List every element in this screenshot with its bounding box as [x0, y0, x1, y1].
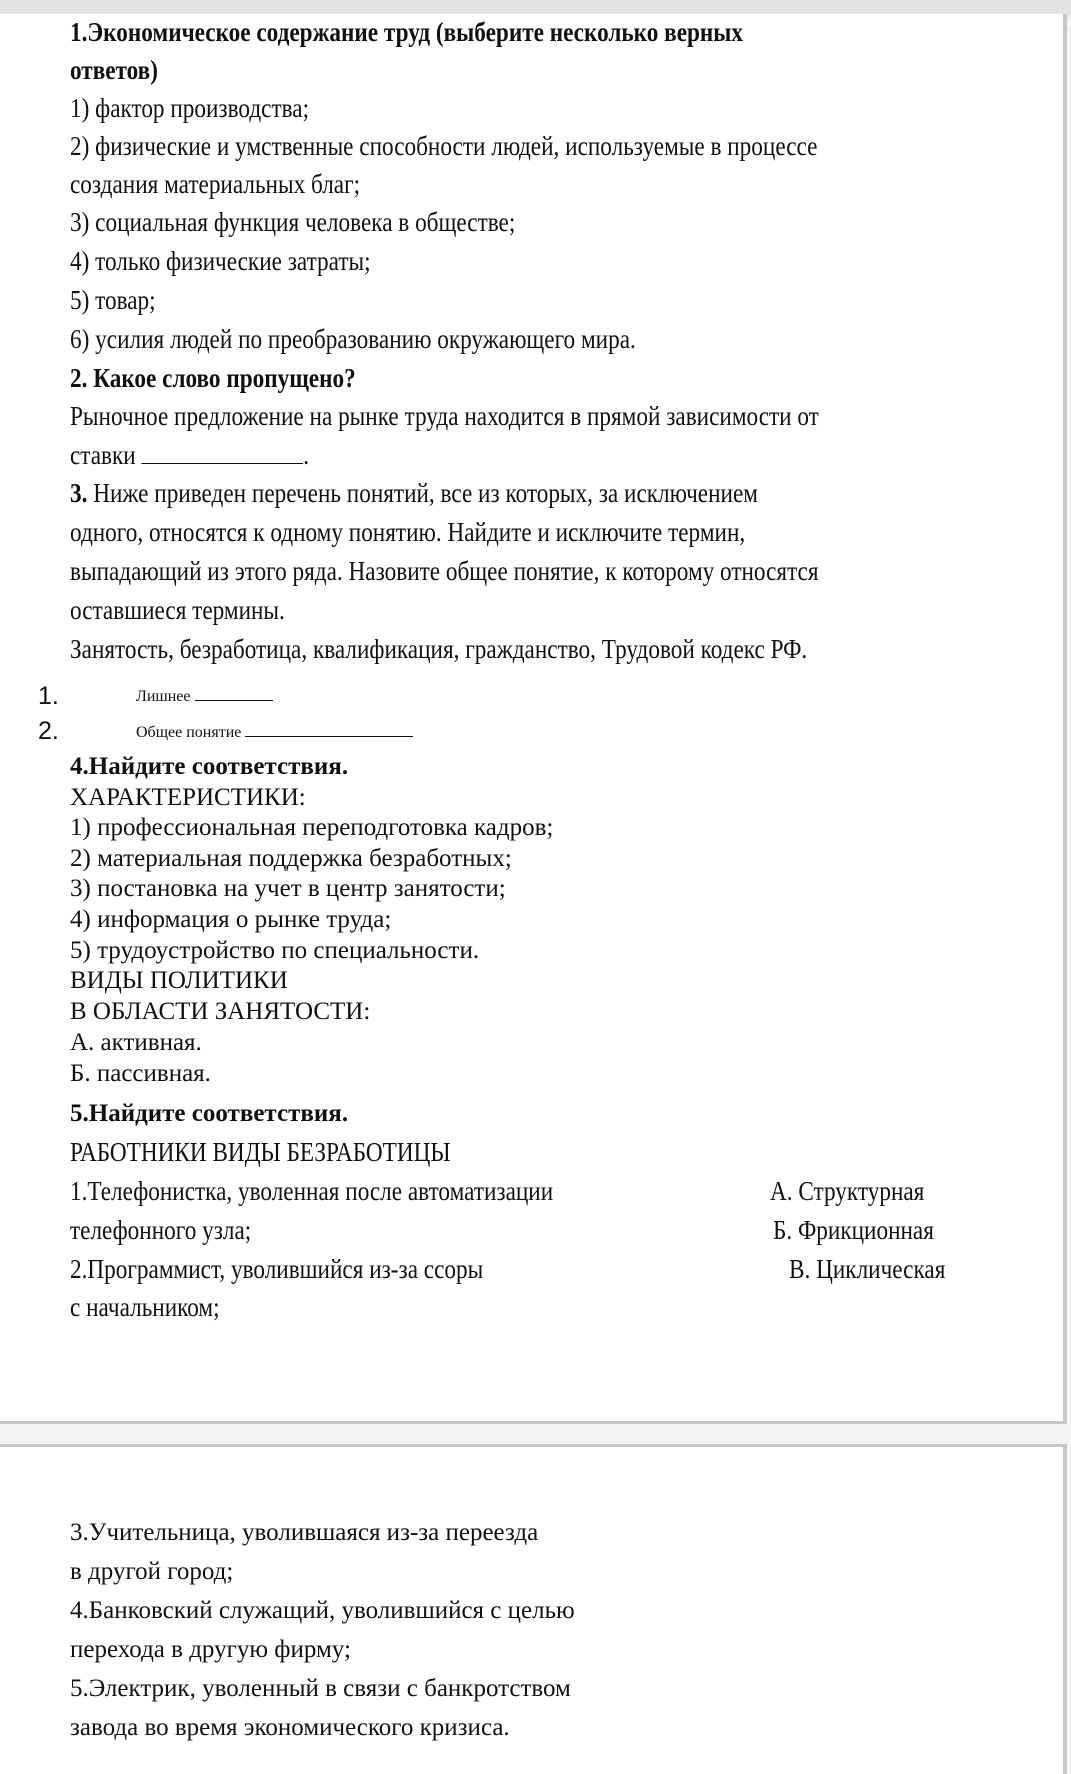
q2-title: 2. Какое слово пропущено?: [70, 363, 356, 393]
q4-characteristic: 5) трудоустройство по специальности.: [70, 937, 480, 964]
q5-worker: 5.Электрик, уволенный в связи с банкротством: [70, 1675, 571, 1702]
q4-characteristic: 4) информация о рынке труда;: [70, 906, 392, 933]
q5-worker-cont: перехода в другую фирму;: [70, 1636, 351, 1663]
q3-text-line: одного, относятся к одному понятию. Найдите и исключите термин,: [70, 517, 746, 547]
q5-worker-cont: завода во время экономического кризиса.: [70, 1714, 510, 1741]
q4-characteristic: 1) профессиональная переподготовка кадров;: [70, 814, 554, 841]
q5-title: 5.Найдите соответствия.: [70, 1100, 349, 1127]
q3-answer-label: Общее понятие: [136, 724, 242, 741]
q4-policy: Б. пассивная.: [70, 1060, 211, 1087]
q1-option: 5) товар;: [70, 285, 156, 315]
document-page-2: [0, 1444, 1067, 1774]
q4-characteristic: 3) постановка на учет в центр занятости;: [70, 875, 506, 902]
q4-policy-header: ВИДЫ ПОЛИТИКИ: [70, 967, 288, 994]
q5-worker-cont: телефонного узла;: [70, 1215, 252, 1245]
q1-option: 6) усилия людей по преобразованию окружающего мира.: [70, 324, 636, 354]
q1-title: 1.Экономическое содержание труд (выберите несколько верных: [70, 17, 744, 47]
q1-option-cont: создания материальных благ;: [70, 169, 361, 199]
q4-policy: А. активная.: [70, 1029, 202, 1056]
q3-answer-number: 2.: [38, 717, 59, 745]
q3-text-line: выпадающий из этого ряда. Назовите общее понятие, к которому относятся: [70, 556, 819, 586]
q5-type: А. Структурная: [770, 1176, 925, 1206]
q3-answer-number: 1.: [38, 682, 59, 710]
document-page-1: [0, 14, 1067, 1424]
q2-answer-blank[interactable]: [142, 443, 304, 464]
q4-characteristics-header: ХАРАКТЕРИСТИКИ:: [70, 784, 306, 811]
q2-text-cont: [70, 442, 309, 469]
q3-answer-extra: [136, 686, 273, 705]
q5-worker: 1.Телефонистка, уволенная после автоматизации: [70, 1176, 554, 1206]
q2-text-prefix: ставки: [70, 440, 136, 470]
q1-title-cont: ответов): [70, 55, 158, 85]
q5-header: РАБОТНИКИ ВИДЫ БЕЗРАБОТИЦЫ: [70, 1137, 451, 1167]
q5-worker: 2.Программист, уволившийся из-за ссоры: [70, 1254, 484, 1284]
q5-worker-cont: с начальником;: [70, 1292, 220, 1322]
q3-text: [70, 480, 758, 507]
q1-option: 3) социальная функция человека в обществе;: [70, 207, 516, 237]
q3-extra-blank[interactable]: [195, 686, 273, 701]
q3-terms: Занятость, безработица, квалификация, гражданство, Трудовой кодекс РФ.: [70, 634, 808, 664]
q1-option: 1) фактор производства;: [70, 93, 310, 123]
q4-policy-header-cont: В ОБЛАСТИ ЗАНЯТОСТИ:: [70, 998, 371, 1025]
q5-worker-cont: в другой город;: [70, 1558, 234, 1585]
q5-worker: 3.Учительница, уволившаяся из-за переезда: [70, 1519, 539, 1546]
q3-text-line: оставшиеся термины.: [70, 595, 285, 625]
q5-type: Б. Фрикционная: [773, 1215, 934, 1245]
q2-text-suffix: .: [303, 440, 310, 470]
q3-answer-label: Лишнее: [136, 688, 191, 705]
q5-worker: 4.Банковский служащий, уволившийся с целью: [70, 1597, 575, 1624]
q3-general-blank[interactable]: [245, 722, 413, 737]
q4-characteristic: 2) материальная поддержка безработных;: [70, 845, 512, 872]
q3-number: 3.: [70, 478, 88, 508]
q5-type: В. Циклическая: [789, 1254, 946, 1284]
q3-answer-general: [136, 722, 413, 741]
q3-text-line: Ниже приведен перечень понятий, все из которых, за исключением: [87, 478, 758, 508]
q4-title: 4.Найдите соответствия.: [70, 753, 349, 780]
q2-text: Рыночное предложение на рынке труда находится в прямой зависимости от: [70, 401, 819, 431]
q1-option: 2) физические и умственные способности людей, используемые в процессе: [70, 131, 818, 161]
q1-option: 4) только физические затраты;: [70, 246, 371, 276]
